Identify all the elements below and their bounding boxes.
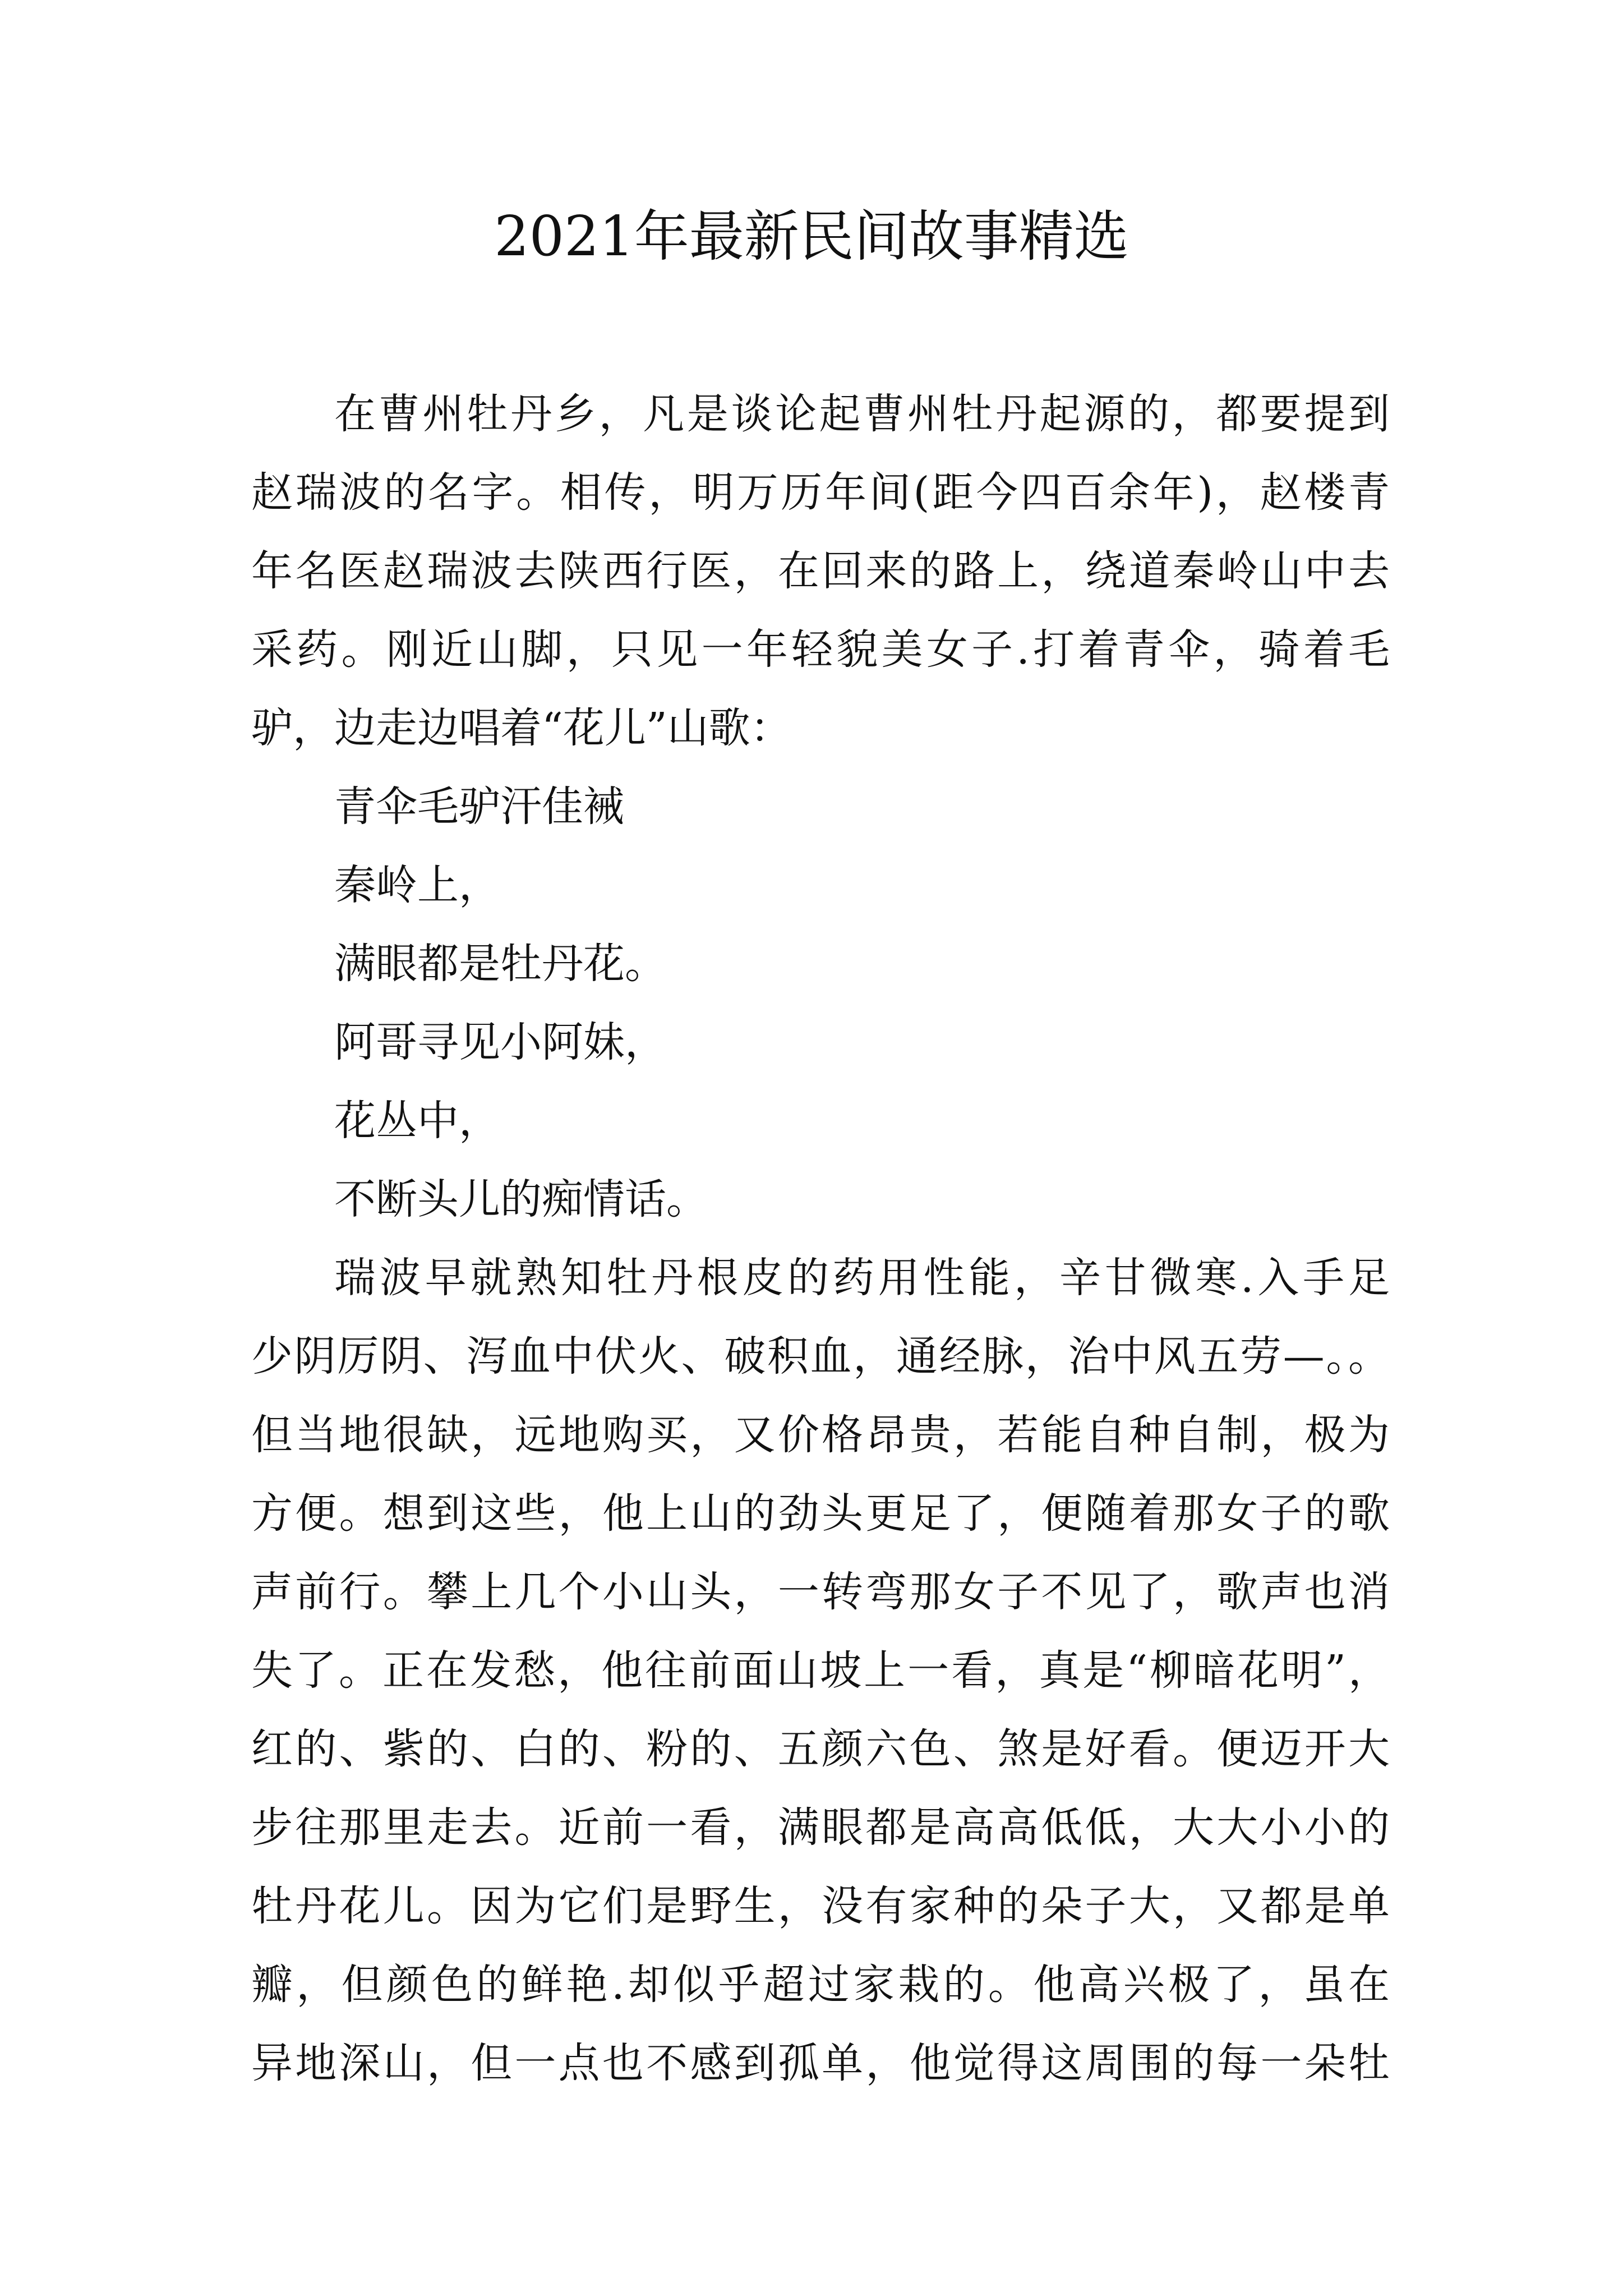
text-line: 不断头儿的痴情话。: [334, 1175, 708, 1223]
text-line: 红的、紫的、白的、粉的、五颜六色、煞是好看。便迈开大: [251, 1725, 1390, 1773]
text-line: 青伞毛驴汗佳裓: [334, 783, 625, 831]
text-line: 失了。正在发愁，他往前面山坡上一看，真是“柳暗花明”，: [251, 1646, 1390, 1695]
text-line: 阿哥寻见小阿妹，: [334, 1018, 666, 1066]
text-line: 瓣，但颜色的鲜艳.却似乎超过家栽的。他高兴极了，虽在: [251, 1961, 1390, 2009]
text-line: 花丛中，: [334, 1097, 500, 1145]
text-line: 驴，边走边唱着“花儿”山歌：: [251, 704, 792, 752]
text-line: 但当地很缺，远地购买，又价格昂贵，若能自种自制，极为: [251, 1411, 1390, 1459]
text-line: 异地深山，但一点也不感到孤单，他觉得这周围的每一朵牡: [251, 2039, 1390, 2087]
text-line: 声前行。攀上几个小山头，一转弯那女子不见了，歌声也消: [251, 1568, 1390, 1616]
text-line: 在曹州牡丹乡，凡是谈论起曹州牡丹起源的，都要提到: [334, 390, 1390, 438]
text-line: 少阴厉阴、泻血中伏火、破积血，通经脉，治中风五劳—。。: [251, 1332, 1390, 1381]
text-line: 瑞波早就熟知牡丹根皮的药用性能，辛甘微寒.入手足: [334, 1254, 1390, 1302]
text-line: 秦岭上，: [334, 861, 500, 909]
text-line: 满眼都是牡丹花。: [334, 940, 666, 988]
text-line: 赵瑞波的名字。相传，明万历年间(距今四百余年)，赵楼青: [251, 468, 1390, 517]
text-line: 采药。刚近山脚，只见一年轻貌美女子.打着青伞，骑着毛: [251, 625, 1390, 674]
text-line: 方便。想到这些，他上山的劲头更足了，便随着那女子的歌: [251, 1489, 1390, 1538]
text-line: 牡丹花儿。因为它们是野生，没有家种的朵子大，又都是单: [251, 1882, 1390, 1930]
text-line: 年名医赵瑞波去陕西行医，在回来的路上，绕道秦岭山中去: [251, 547, 1390, 595]
document-title: 2021年最新民间故事精选: [494, 205, 1129, 269]
text-line: 步往那里走去。近前一看，满眼都是高高低低，大大小小的: [251, 1803, 1390, 1852]
